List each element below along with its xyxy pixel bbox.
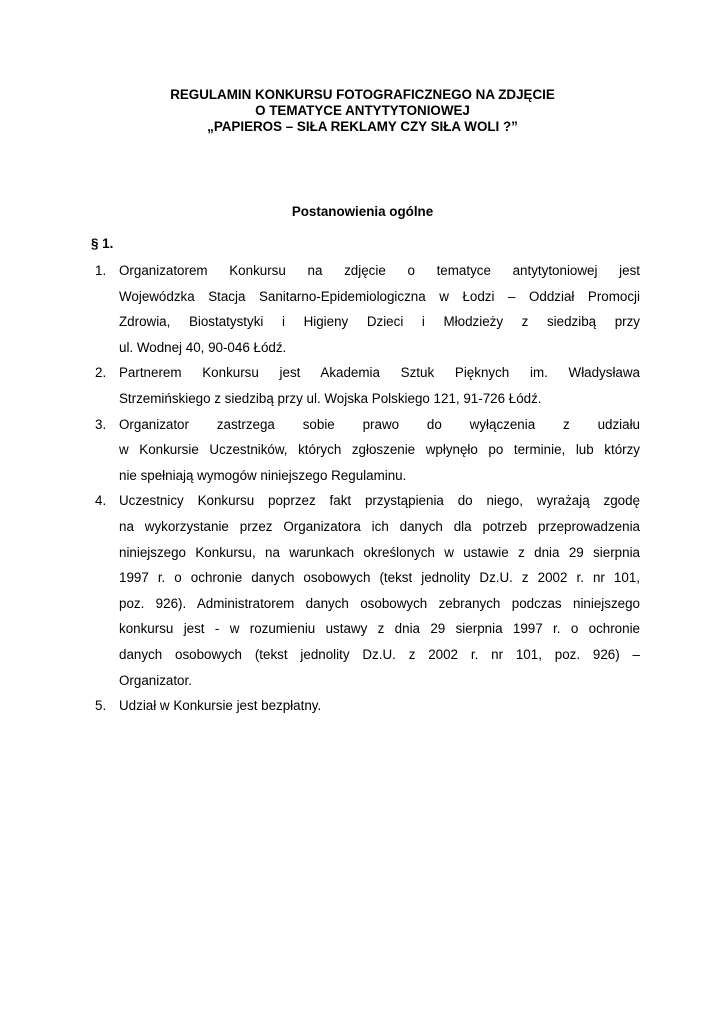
rules-list bbox=[88, 258, 640, 719]
paragraph-mark: § 1. bbox=[91, 236, 114, 251]
title-line: O TEMATYCE ANTYTYTONIOWEJ bbox=[255, 103, 470, 118]
rule-item bbox=[88, 258, 640, 360]
section-heading: Postanowienia ogólne bbox=[291, 204, 434, 219]
rule-text bbox=[119, 258, 640, 360]
rule-text bbox=[119, 488, 640, 693]
rule-line: Udział w Konkursie jest bezpłatny. bbox=[119, 698, 322, 714]
document-title bbox=[0, 87, 725, 135]
rule-line: Strzemińskiego z siedzibą przy ul. Wojska Polskiego 121, 91-726 Łódź. bbox=[119, 390, 542, 406]
rule-number: 2. bbox=[95, 365, 107, 381]
rule-line: danych osobowych (tekst jednolity Dz.U. z 2002 r. nr 101, poz. 926) – bbox=[119, 646, 640, 662]
rule-line: Partnerem Konkursu jest Akademia Sztuk Pięknych im. Władysława bbox=[119, 365, 640, 381]
rule-item bbox=[88, 360, 640, 411]
rule-number: 4. bbox=[95, 493, 107, 509]
rule-number: 1. bbox=[95, 263, 107, 278]
rule-line: 1997 r. o ochronie danych osobowych (tekst jednolity Dz.U. z 2002 r. nr 101, bbox=[119, 570, 640, 586]
rule-item bbox=[88, 412, 640, 489]
rule-line: poz. 926). Administratorem danych osobowych zebranych podczas niniejszego bbox=[119, 595, 640, 611]
rule-line: niniejszego Konkursu, na warunkach określonych w ustawie z dnia 29 sierpnia bbox=[119, 544, 640, 560]
rule-number: 5. bbox=[95, 698, 107, 714]
rule-line: Organizatorem Konkursu na zdjęcie o tematyce antytytoniowej jest bbox=[119, 263, 640, 278]
rule-line: nie spełniają wymogów niniejszego Regulaminu. bbox=[119, 467, 407, 483]
rule-line: w Konkursie Uczestników, których zgłoszenie wpłynęło po terminie, lub którzy bbox=[119, 442, 640, 458]
rule-line: Zdrowia, Biostatystyki i Higieny Dzieci i Młodzieży z siedzibą przy bbox=[119, 314, 640, 330]
rule-line: ul. Wodnej 40, 90-046 Łódź. bbox=[119, 339, 287, 355]
rule-text bbox=[119, 693, 640, 719]
title-line: „PAPIEROS – SIŁA REKLAMY CZY SIŁA WOLI ?” bbox=[207, 119, 518, 134]
rule-line: Wojewódzka Stacja Sanitarno-Epidemiologiczna w Łodzi – Oddział Promocji bbox=[119, 288, 640, 304]
rule-text bbox=[119, 360, 640, 411]
rule-text bbox=[119, 412, 640, 489]
rule-line: na wykorzystanie przez Organizatora ich danych dla potrzeb przeprowadzenia bbox=[119, 518, 640, 534]
rule-item bbox=[88, 693, 640, 719]
rule-line: konkursu jest - w rozumieniu ustawy z dnia 29 sierpnia 1997 r. o ochronie bbox=[119, 621, 640, 637]
rule-line: Organizator. bbox=[119, 672, 192, 688]
rule-line: Organizator zastrzega sobie prawo do wyłączenia z udziału bbox=[119, 416, 640, 432]
rule-item bbox=[88, 488, 640, 693]
title-line: REGULAMIN KONKURSU FOTOGRAFICZNEGO NA ZDJĘCIE bbox=[170, 87, 555, 102]
rule-number: 3. bbox=[95, 416, 107, 432]
rule-line: Uczestnicy Konkursu poprzez fakt przystąpienia do niego, wyrażają zgodę bbox=[119, 493, 640, 509]
